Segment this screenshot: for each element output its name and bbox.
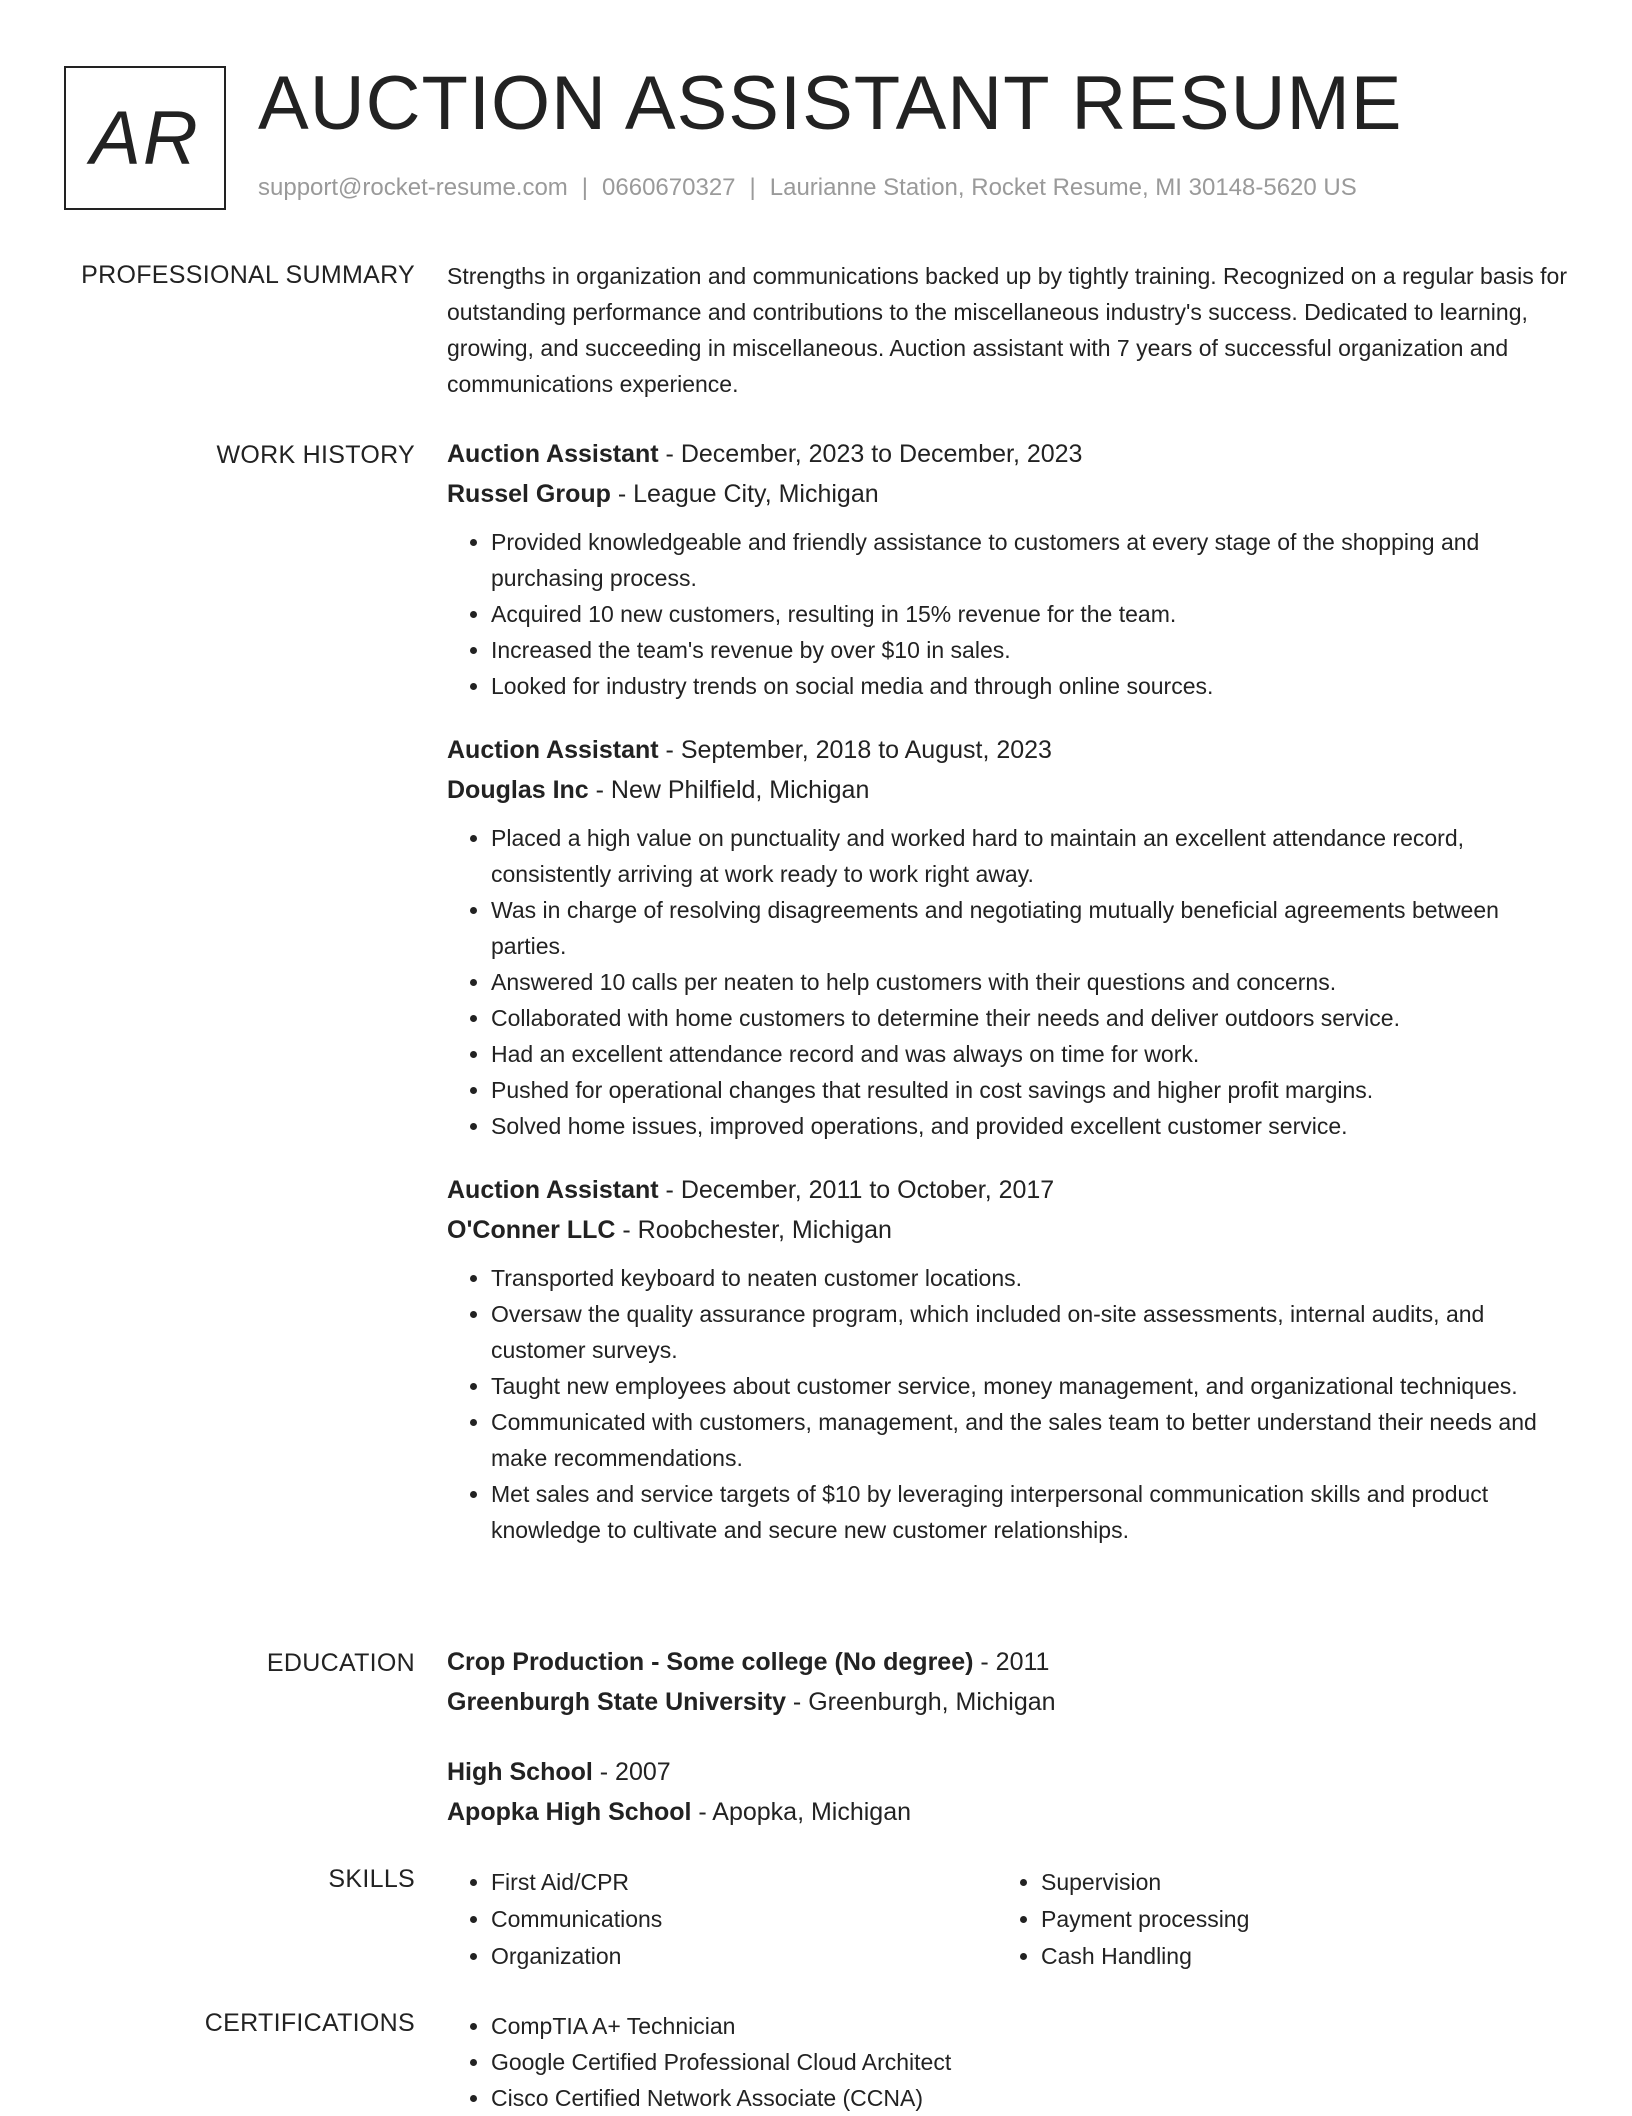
education-school-line	[447, 1682, 1567, 1722]
contact-address: Laurianne Station, Rocket Resume, MI 30148-5620 US	[769, 174, 1357, 201]
list-item: • Taught new employees about customer service, money management, and organizational techniques.	[491, 1368, 1567, 1404]
skills-column-right	[997, 1864, 1547, 1975]
job-location: - League City, Michigan	[610, 480, 879, 508]
section-label-work-history: WORK HISTORY	[216, 441, 415, 469]
education-school: Greenburgh State University	[447, 1688, 786, 1716]
job-entry	[447, 730, 1567, 1144]
skills-list	[997, 1864, 1547, 1975]
list-item: • Supervision	[1041, 1864, 1547, 1901]
job-title: Auction Assistant	[447, 1176, 659, 1204]
certifications-list	[447, 2008, 1567, 2116]
education-location: - Apopka, Michigan	[691, 1798, 912, 1826]
list-item: • Communicated with customers, management, and the sales team to better understand their needs and make recommendations.	[491, 1404, 1567, 1476]
section-label-summary: PROFESSIONAL SUMMARY	[81, 261, 415, 289]
job-dates: - December, 2011 to October, 2017	[658, 1176, 1055, 1204]
list-item: • Collaborated with home customers to determine their needs and deliver outdoors service.	[491, 1000, 1567, 1036]
list-item: • Answered 10 calls per neaten to help customers with their questions and concerns.	[491, 964, 1567, 1000]
education-year: - 2011	[973, 1648, 1050, 1676]
education-school: Apopka High School	[447, 1798, 692, 1826]
job-bullets	[447, 820, 1567, 1144]
job-title-line	[447, 730, 1567, 770]
job-dates: - December, 2023 to December, 2023	[658, 440, 1083, 468]
skills-body	[447, 1864, 1567, 1975]
job-location: - Roobchester, Michigan	[615, 1216, 892, 1244]
summary-text: Strengths in organization and communications backed up by tightly training. Recognized on a regular basis for outstanding performance and contributions to the miscellaneous industry's success. Dedicated to learning, growing, and succeeding in miscellaneous. Auction assistant with 7 years of successful organization and communications experience.	[447, 263, 1567, 397]
list-item: • Oversaw the quality assurance program, which included on-site assessments, internal audits, and customer surveys.	[491, 1296, 1567, 1368]
list-item: • Communications	[491, 1901, 997, 1938]
contact-separator: |	[749, 174, 756, 201]
section-label-skills: SKILLS	[328, 1865, 415, 1893]
contact-email[interactable]: support@rocket-resume.com	[258, 174, 568, 201]
job-title: Auction Assistant	[447, 440, 659, 468]
list-item: • Google Certified Professional Cloud Architect	[491, 2044, 1567, 2080]
contact-separator: |	[581, 174, 589, 201]
skills-list	[447, 1864, 997, 1975]
section-label-education: EDUCATION	[266, 1649, 415, 1677]
job-bullets	[447, 1260, 1567, 1548]
job-company-line	[447, 474, 1567, 514]
skills-column-left	[447, 1864, 997, 1975]
monogram-badge: AR	[64, 66, 226, 210]
education-degree-line	[447, 1642, 1567, 1682]
education-degree: Crop Production - Some college (No degree)	[447, 1648, 974, 1676]
list-item: • Placed a high value on punctuality and worked hard to maintain an excellent attendance record, consistently arriving at work ready to work right away.	[491, 820, 1567, 892]
job-title-line	[447, 434, 1567, 474]
education-entry	[447, 1642, 1567, 1722]
summary-body	[447, 258, 1567, 402]
list-item: • Payment processing	[1041, 1901, 1547, 1938]
section-label-certifications: CERTIFICATIONS	[204, 2009, 415, 2037]
job-company-line	[447, 1210, 1567, 1250]
education-entry	[447, 1752, 1567, 1832]
list-item: • Provided knowledgeable and friendly assistance to customers at every stage of the shopping and purchasing process.	[491, 524, 1567, 596]
education-degree: High School	[447, 1758, 593, 1786]
list-item: • Organization	[491, 1938, 997, 1975]
job-company: O'Conner LLC	[447, 1216, 616, 1244]
skills-grid	[447, 1864, 1567, 1975]
job-dates: - September, 2018 to August, 2023	[658, 736, 1052, 764]
list-item: • Cash Handling	[1041, 1938, 1547, 1975]
work-history-body	[447, 434, 1567, 1574]
job-entry	[447, 434, 1567, 704]
list-item: • Solved home issues, improved operations, and provided excellent customer service.	[491, 1108, 1567, 1144]
job-title-line	[447, 1170, 1567, 1210]
resume-header	[64, 61, 1604, 216]
resume-title: AUCTION ASSISTANT RESUME	[258, 61, 1403, 146]
job-company: Russel Group	[447, 480, 611, 508]
job-company-line	[447, 770, 1567, 810]
job-bullets	[447, 524, 1567, 704]
list-item: • First Aid/CPR	[491, 1864, 997, 1901]
list-item: • Was in charge of resolving disagreements and negotiating mutually beneficial agreements between parties.	[491, 892, 1567, 964]
education-year: - 2007	[592, 1758, 671, 1786]
list-item: • Looked for industry trends on social media and through online sources.	[491, 668, 1567, 704]
list-item: • Cisco Certified Network Associate (CCNA)	[491, 2080, 1567, 2116]
job-company: Douglas Inc	[447, 776, 589, 804]
list-item: • Had an excellent attendance record and was always on time for work.	[491, 1036, 1567, 1072]
contact-line	[258, 174, 1357, 202]
contact-phone[interactable]: 0660670327	[602, 174, 736, 201]
education-school-line	[447, 1792, 1567, 1832]
education-body	[447, 1642, 1567, 1862]
list-item: • Pushed for operational changes that resulted in cost savings and higher profit margins.	[491, 1072, 1567, 1108]
education-location: - Greenburgh, Michigan	[785, 1688, 1056, 1716]
job-location: - New Philfield, Michigan	[588, 776, 870, 804]
job-entry	[447, 1170, 1567, 1548]
list-item: • Transported keyboard to neaten customer locations.	[491, 1260, 1567, 1296]
certifications-body	[447, 2008, 1567, 2116]
education-degree-line	[447, 1752, 1567, 1792]
list-item: • Acquired 10 new customers, resulting in 15% revenue for the team.	[491, 596, 1567, 632]
list-item: • CompTIA A+ Technician	[491, 2008, 1567, 2044]
list-item: • Increased the team's revenue by over $10 in sales.	[491, 632, 1567, 668]
list-item: • Met sales and service targets of $10 by leveraging interpersonal communication skills and product knowledge to cultivate and secure new customer relationships.	[491, 1476, 1567, 1548]
job-title: Auction Assistant	[447, 736, 659, 764]
